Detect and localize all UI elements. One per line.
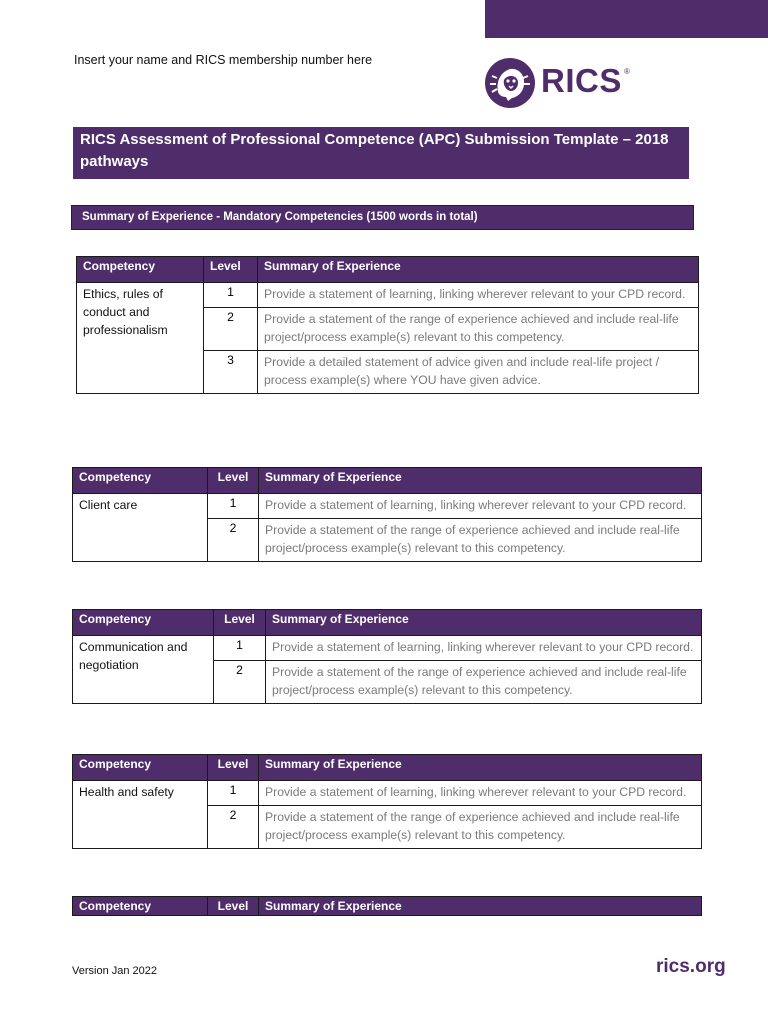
summary-cell[interactable]: Provide a statement of the range of experience achieved and include real-life project/process example(s) relevant to this competency.	[258, 308, 699, 351]
summary-header: Summary of Experience	[259, 468, 702, 494]
header-accent-bar	[485, 0, 768, 38]
summary-cell[interactable]: Provide a detailed statement of advice given and include real-life project / process example(s) where YOU have given advice.	[258, 351, 699, 394]
level-cell: 2	[204, 308, 258, 351]
competency-name: Health and safety	[73, 781, 208, 849]
level-cell: 1	[208, 781, 259, 806]
summary-cell[interactable]: Provide a statement of learning, linking wherever relevant to your CPD record.	[258, 283, 699, 308]
level-cell: 1	[214, 636, 266, 661]
table-header-row	[73, 897, 702, 916]
level-header: Level	[214, 610, 266, 636]
level-cell: 1	[204, 283, 258, 308]
summary-cell[interactable]: Provide a statement of the range of experience achieved and include real-life project/process example(s) relevant to this competency.	[259, 806, 702, 849]
level-header: Level	[208, 755, 259, 781]
competency-table-communication	[72, 609, 702, 704]
summary-cell[interactable]: Provide a statement of learning, linking wherever relevant to your CPD record.	[259, 494, 702, 519]
summary-cell[interactable]: Provide a statement of the range of experience achieved and include real-life project/process example(s) relevant to this competency.	[259, 519, 702, 562]
competency-header: Competency	[73, 468, 208, 494]
summary-cell[interactable]: Provide a statement of learning, linking wherever relevant to your CPD record.	[259, 781, 702, 806]
version-label: Version Jan 2022	[72, 965, 158, 977]
lion-icon	[484, 56, 538, 110]
level-header: Level	[208, 897, 259, 916]
table-row	[73, 636, 702, 661]
level-header: Level	[208, 468, 259, 494]
logo-wordmark: RICS	[541, 62, 622, 99]
competency-table-client-care	[72, 467, 702, 562]
rics-website-link[interactable]: rics.org	[656, 956, 726, 977]
rics-logo	[484, 56, 634, 110]
level-cell: 3	[204, 351, 258, 394]
registered-mark: ®	[624, 67, 630, 76]
table-header-row	[73, 610, 702, 636]
summary-header: Summary of Experience	[259, 897, 702, 916]
table-header-row	[77, 257, 699, 283]
competency-header: Competency	[73, 897, 208, 916]
summary-cell[interactable]: Provide a statement of learning, linking wherever relevant to your CPD record.	[266, 636, 702, 661]
competency-name: Ethics, rules of conduct and professionalism	[77, 283, 204, 394]
competency-name: Communication and negotiation	[73, 636, 214, 704]
competency-table-health-safety	[72, 754, 702, 849]
summary-header: Summary of Experience	[266, 610, 702, 636]
competency-table-ethics	[76, 256, 699, 394]
competency-header: Competency	[73, 755, 208, 781]
section-heading: Summary of Experience - Mandatory Competencies (1500 words in total)	[71, 205, 694, 230]
level-cell: 2	[208, 806, 259, 849]
competency-header: Competency	[77, 257, 204, 283]
table-row	[73, 494, 702, 519]
table-row	[73, 781, 702, 806]
document-title: RICS Assessment of Professional Competence (APC) Submission Template – 2018 pathways	[73, 127, 689, 179]
level-cell: 2	[214, 661, 266, 704]
table-row	[77, 283, 699, 308]
level-header: Level	[204, 257, 258, 283]
summary-cell[interactable]: Provide a statement of the range of experience achieved and include real-life project/process example(s) relevant to this competency.	[266, 661, 702, 704]
name-placeholder-text: Insert your name and RICS membership number here	[74, 53, 373, 67]
summary-header: Summary of Experience	[259, 755, 702, 781]
competency-header: Competency	[73, 610, 214, 636]
competency-name: Client care	[73, 494, 208, 562]
table-header-row	[73, 755, 702, 781]
level-cell: 2	[208, 519, 259, 562]
competency-table-next	[72, 896, 702, 916]
level-cell: 1	[208, 494, 259, 519]
summary-header: Summary of Experience	[258, 257, 699, 283]
table-header-row	[73, 468, 702, 494]
